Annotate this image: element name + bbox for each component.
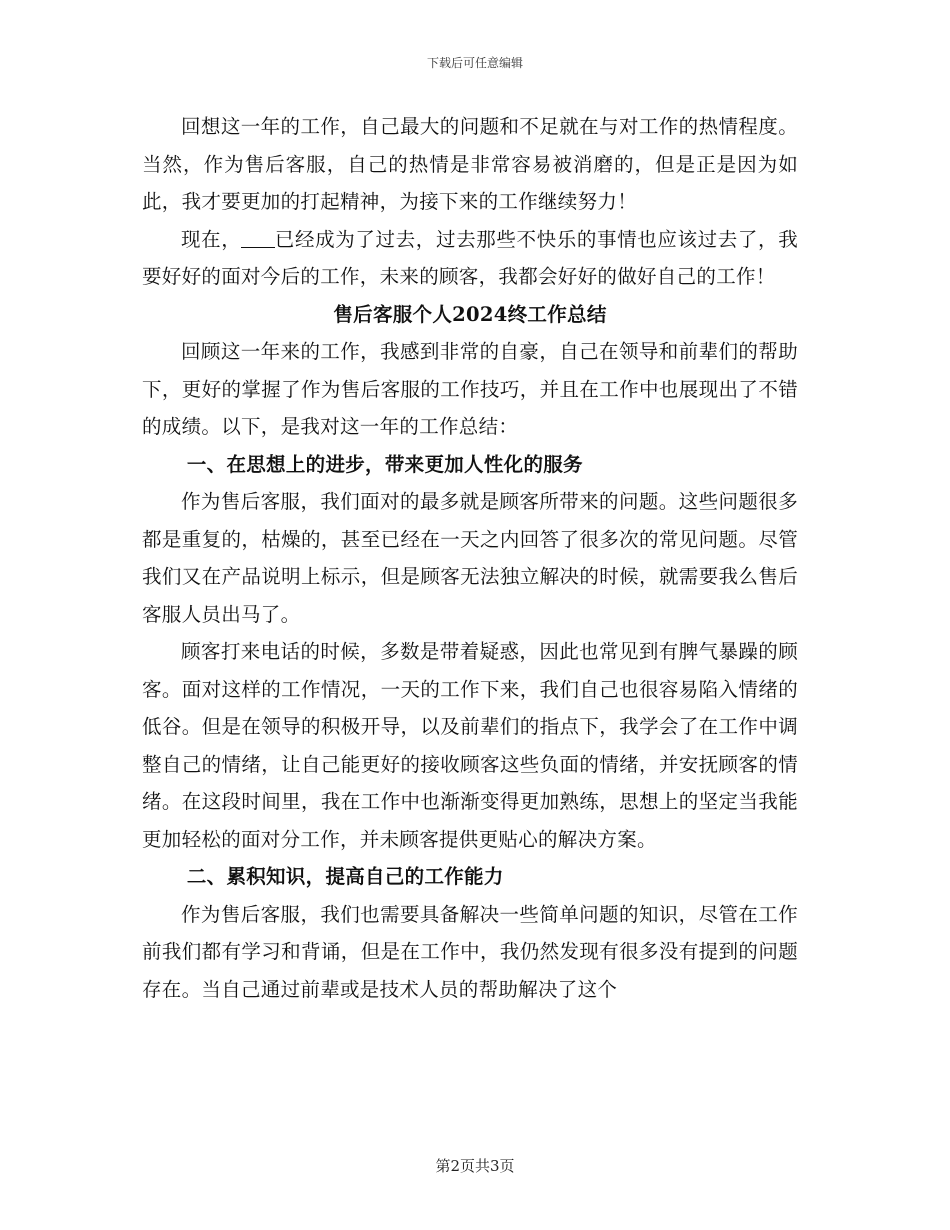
paragraph-now-start: 现在， [181,227,242,251]
document-body [142,108,798,1008]
blank-underline [241,227,274,248]
paragraph-emotions: 顾客打来电话的时候，多数是带着疑惑，因此也常见到有脾气暴躁的顾客。面对这样的工作情况，一天的工作下来，我们自己也很容易陷入情绪的低谷。但是在领导的积极开导，以及前辈们的指点下，我学会了在工作中调整自己的情绪，让自己能更好的接收顾客这些负面的情绪，并安抚顾客的情绪。在这段时间里，我在工作中也渐渐变得更加熟练，思想上的坚定当我能更加轻松的面对分工作，并未顾客提供更贴心的解决方案。 [142,640,798,851]
paragraph-knowledge: 作为售后客服，我们也需要具备解决一些简单问题的知识，尽管在工作前我们都有学习和背诵，但是在工作中，我仍然发现有很多没有提到的问题存在。当自己通过前辈或是技术人员的帮助解决了这个 [142,902,798,1001]
section-title: 售后客服个人2024终工作总结 [333,302,607,326]
paragraph-common-questions: 作为售后客服，我们面对的最多就是顾客所带来的问题。这些问题很多都是重复的，枯燥的，甚至已经在一天之内回答了很多次的常见问题。尽管我们又在产品说明上标示，但是顾客无法独立解决的时候，就需要我么售后客服人员出马了。 [142,490,798,626]
page-number: 第2页共3页 [435,1157,515,1175]
paragraph-intro: 回顾这一年来的工作，我感到非常的自豪，自己在领导和前辈们的帮助下，更好的掌握了作为售后客服的工作技巧，并且在工作中也展现出了不错的成绩。以下，是我对这一年的工作总结： [142,340,798,438]
paragraph-now-rest: 已经成为了过去，过去那些不快乐的事情也应该过去了，我要好好的面对今后的工作，未来的顾客，我都会好好的做好自己的工作！ [142,227,798,288]
page-header-note: 下载后可任意编辑 [426,56,523,70]
heading-thinking-progress: 一、在思想上的进步，带来更加人性化的服务 [186,452,583,476]
heading-knowledge: 二、累积知识，提高自己的工作能力 [186,865,504,888]
paragraph-reflection: 回想这一年的工作，自己最大的问题和不足就在与对工作的热情程度。当然，作为售后客服，自己的热情是非常容易被消磨的，但是正是因为如此，我才要更加的打起精神，为接下来的工作继续努力！ [142,115,798,213]
paragraph-now [142,221,798,296]
